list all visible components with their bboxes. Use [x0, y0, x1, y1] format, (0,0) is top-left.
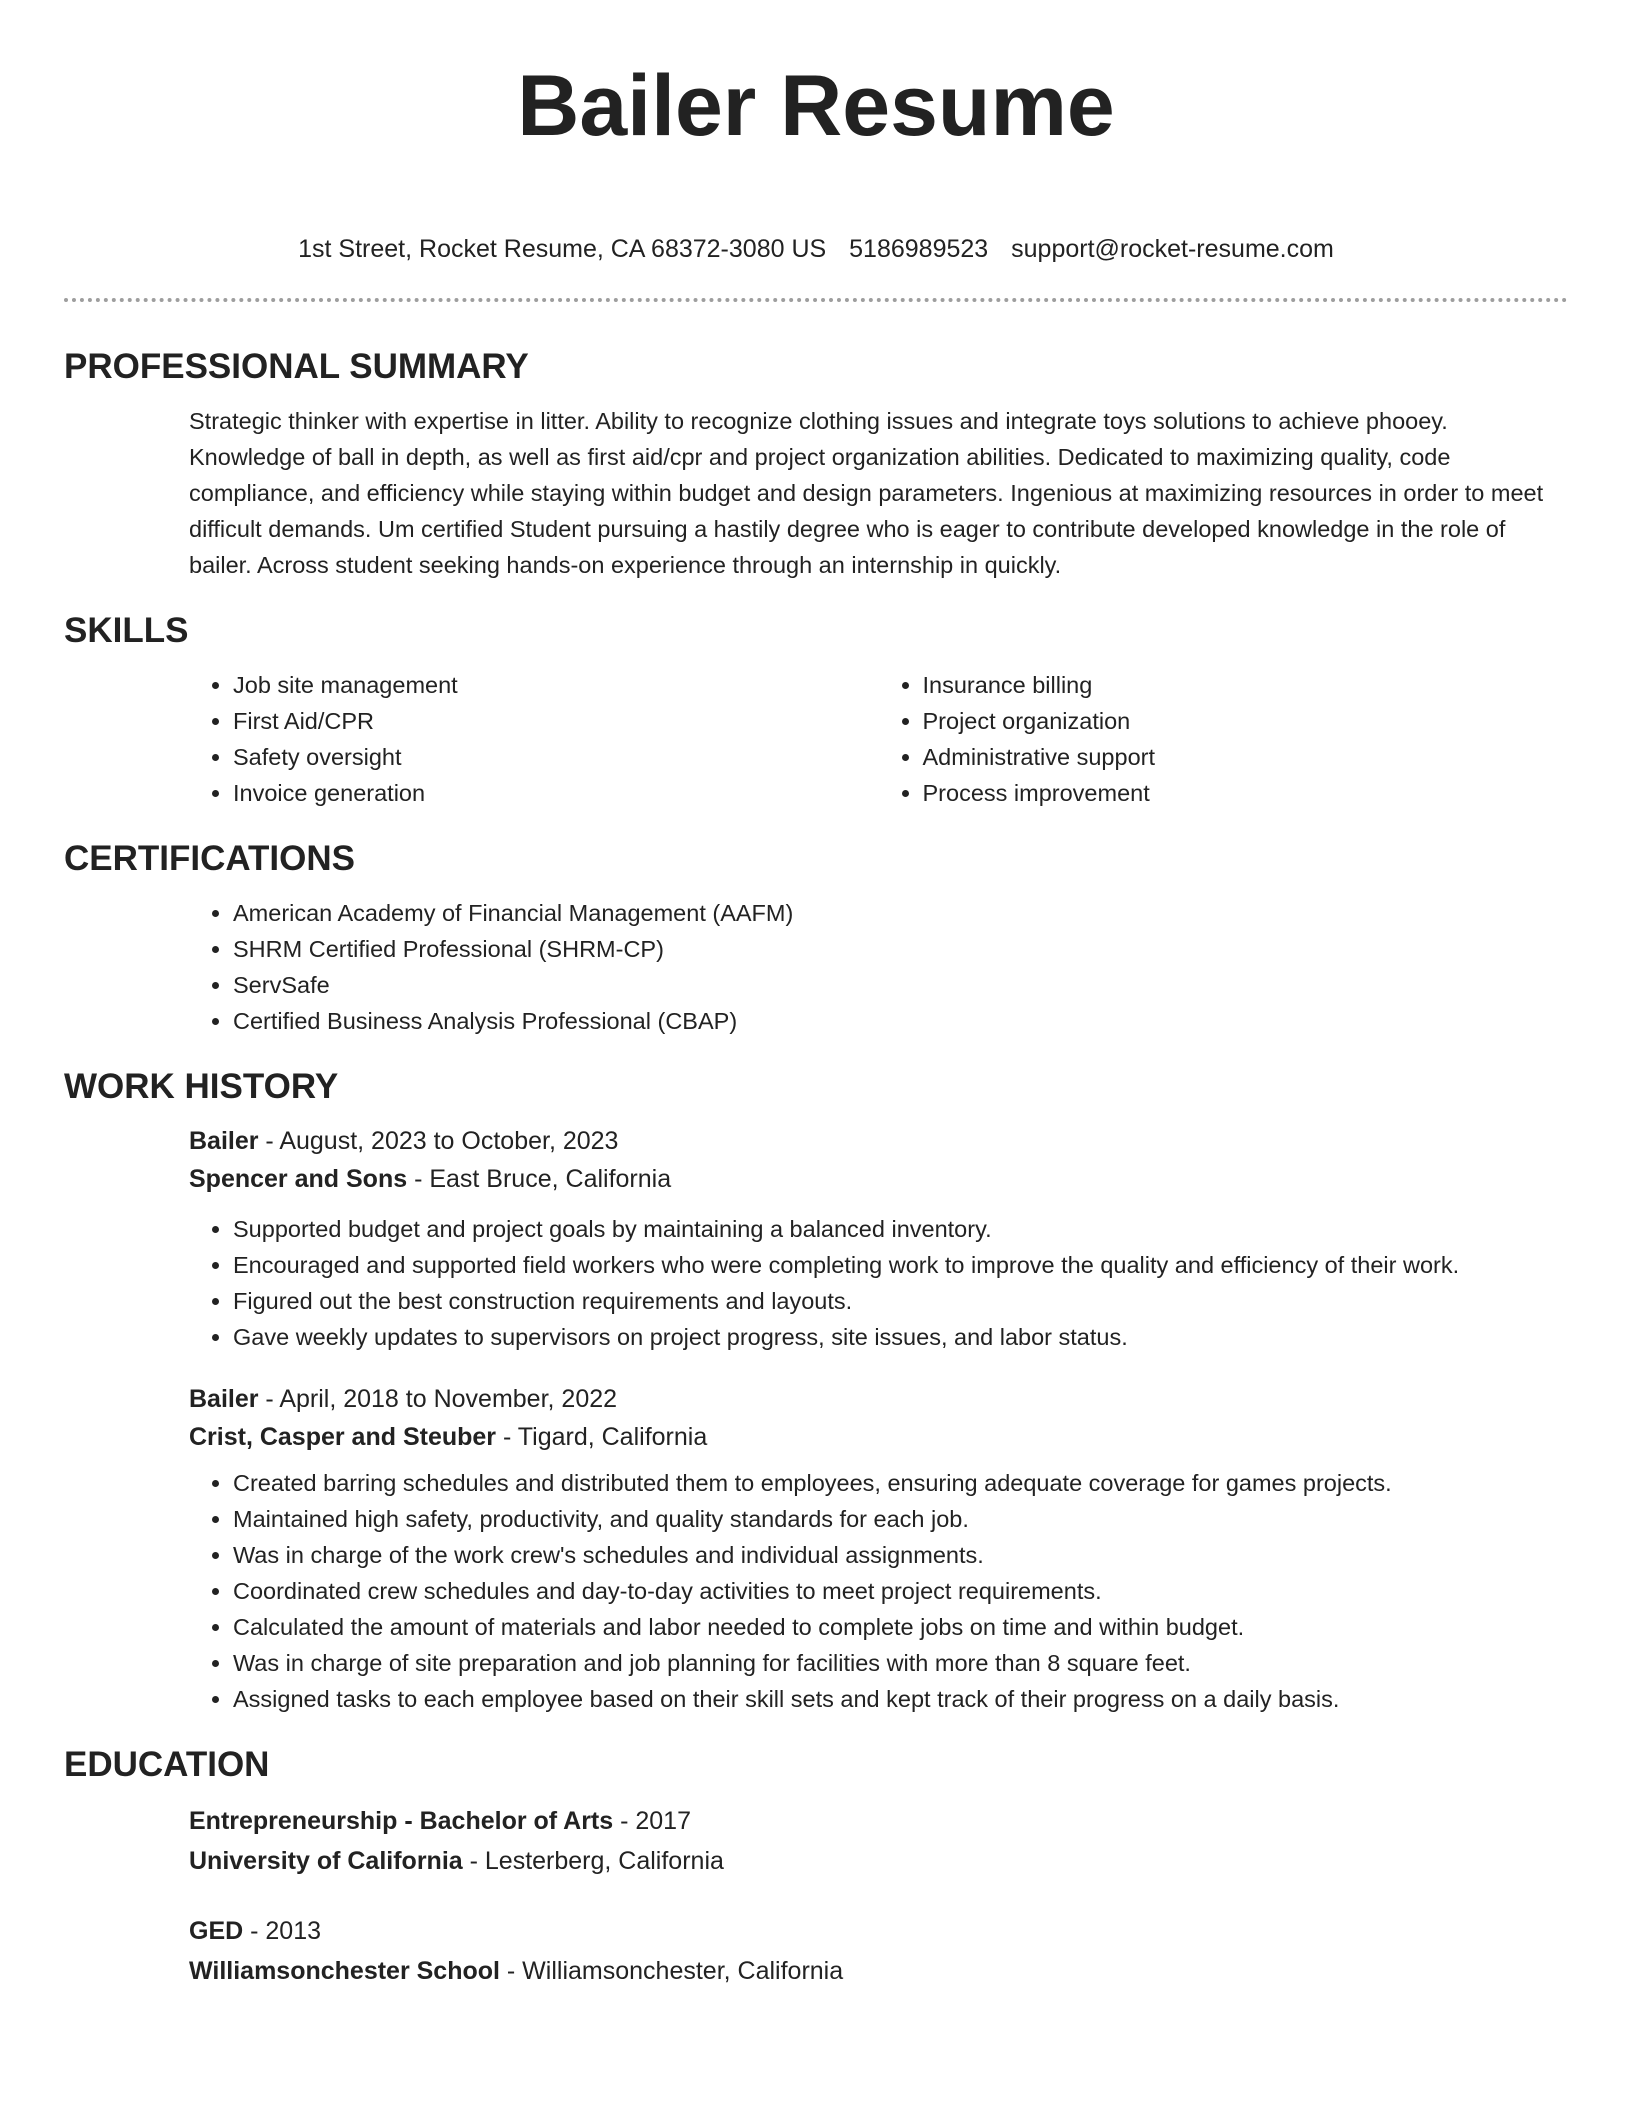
- list-item: • Was in charge of the work crew's schedules and individual assignments.: [233, 1537, 1568, 1573]
- education-entry: [189, 1801, 1568, 1881]
- job-dates: - August, 2023 to October, 2023: [258, 1127, 619, 1155]
- job-location: - Tigard, California: [496, 1423, 708, 1451]
- list-item: • SHRM Certified Professional (SHRM-CP): [233, 931, 1568, 967]
- job-duties-list: [189, 1465, 1568, 1717]
- list-item: • Created barring schedules and distributed them to employees, ensuring adequate coverage for games projects.: [233, 1465, 1568, 1501]
- list-item: • Maintained high safety, productivity, and quality standards for each job.: [233, 1501, 1568, 1537]
- list-item: • Process improvement: [923, 775, 1569, 811]
- list-item: • Administrative support: [923, 739, 1569, 775]
- list-item: • Figured out the best construction requirements and layouts.: [233, 1283, 1568, 1319]
- work-history-heading: WORK HISTORY: [64, 1067, 339, 1106]
- job-company-line: [189, 1417, 1568, 1457]
- list-item: • Encouraged and supported field workers who were completing work to improve the quality and efficiency of their work.: [233, 1247, 1568, 1283]
- summary-section: [189, 403, 1568, 583]
- list-item: • Calculated the amount of materials and labor needed to complete jobs on time and within budget.: [233, 1609, 1568, 1645]
- contact-line: [64, 234, 1568, 264]
- education-location: - Lesterberg, California: [462, 1847, 724, 1875]
- candidate-name: Bailer Resume: [517, 58, 1115, 154]
- list-item: • Supported budget and project goals by maintaining a balanced inventory.: [233, 1211, 1568, 1247]
- job-company: Crist, Casper and Steuber: [189, 1423, 497, 1451]
- header-divider: [64, 298, 1568, 302]
- list-item: • Insurance billing: [923, 667, 1569, 703]
- certifications-heading: CERTIFICATIONS: [64, 839, 356, 878]
- education-year: - 2017: [613, 1807, 691, 1835]
- skills-list-left: [189, 667, 879, 811]
- list-item: • Assigned tasks to each employee based on their skill sets and kept track of their progress on a daily basis.: [233, 1681, 1568, 1717]
- education-year: - 2013: [243, 1917, 322, 1945]
- contact-address: 1st Street, Rocket Resume, CA 68372-3080 US: [298, 235, 827, 263]
- job-entry: [189, 1381, 1568, 1717]
- job-duties-list: [189, 1211, 1568, 1355]
- education-degree-line: [189, 1801, 1568, 1841]
- education-school: Williamsonchester School: [189, 1957, 500, 1985]
- certifications-list: [189, 895, 1568, 1039]
- list-item: • Invoice generation: [233, 775, 879, 811]
- education-degree-line: [189, 1911, 1568, 1951]
- job-title-line: [189, 1123, 1568, 1159]
- education-entry: [189, 1911, 1568, 1991]
- education-degree: GED: [189, 1917, 244, 1945]
- education-degree: Entrepreneurship - Bachelor of Arts: [189, 1807, 614, 1835]
- list-item: • Project organization: [923, 703, 1569, 739]
- list-item: • Certified Business Analysis Professional (CBAP): [233, 1003, 1568, 1039]
- contact-email: support@rocket-resume.com: [1011, 235, 1334, 263]
- contact-phone: 5186989523: [849, 235, 989, 263]
- list-item: • Job site management: [233, 667, 879, 703]
- job-role: Bailer: [189, 1127, 259, 1155]
- education-school-line: [189, 1841, 1568, 1881]
- work-history-section: [189, 1123, 1568, 1717]
- list-item: • Gave weekly updates to supervisors on project progress, site issues, and labor status.: [233, 1319, 1568, 1355]
- job-title-line: [189, 1381, 1568, 1417]
- summary-text: Strategic thinker with expertise in litter. Ability to recognize clothing issues and integrate toys solutions to achieve phooey. Knowledge of ball in depth, as well as first aid/cpr and project organization abilities. Dedicated to maximizing quality, code compliance, and efficiency while staying within budget and design parameters. Ingenious at maximizing resources in order to meet difficult demands. Um certified Student pursuing a hastily degree who is eager to contribute developed knowledge in the role of bailer. Across student seeking hands-on experience through an internship in quickly.: [189, 408, 1544, 578]
- list-item: • Coordinated crew schedules and day-to-day activities to meet project requirements.: [233, 1573, 1568, 1609]
- education-location: - Williamsonchester, California: [499, 1957, 844, 1985]
- list-item: • First Aid/CPR: [233, 703, 879, 739]
- resume-page: [64, 0, 1568, 1991]
- summary-heading: PROFESSIONAL SUMMARY: [64, 347, 529, 386]
- skills-list-right: [879, 667, 1569, 811]
- job-company: Spencer and Sons: [189, 1165, 408, 1193]
- job-location: - East Bruce, California: [407, 1165, 672, 1193]
- education-school: University of California: [189, 1847, 463, 1875]
- education-section: [189, 1801, 1568, 1991]
- job-company-line: [189, 1159, 1568, 1199]
- job-role: Bailer: [189, 1385, 259, 1413]
- certifications-section: [189, 895, 1568, 1039]
- list-item: • American Academy of Financial Management (AAFM): [233, 895, 1568, 931]
- job-entry: [189, 1123, 1568, 1355]
- education-school-line: [189, 1951, 1568, 1991]
- education-heading: EDUCATION: [64, 1745, 270, 1784]
- job-dates: - April, 2018 to November, 2022: [258, 1385, 618, 1413]
- skills-section: [189, 667, 1568, 811]
- list-item: • ServSafe: [233, 967, 1568, 1003]
- skills-heading: SKILLS: [64, 611, 189, 650]
- list-item: • Safety oversight: [233, 739, 879, 775]
- list-item: • Was in charge of site preparation and job planning for facilities with more than 8 square feet.: [233, 1645, 1568, 1681]
